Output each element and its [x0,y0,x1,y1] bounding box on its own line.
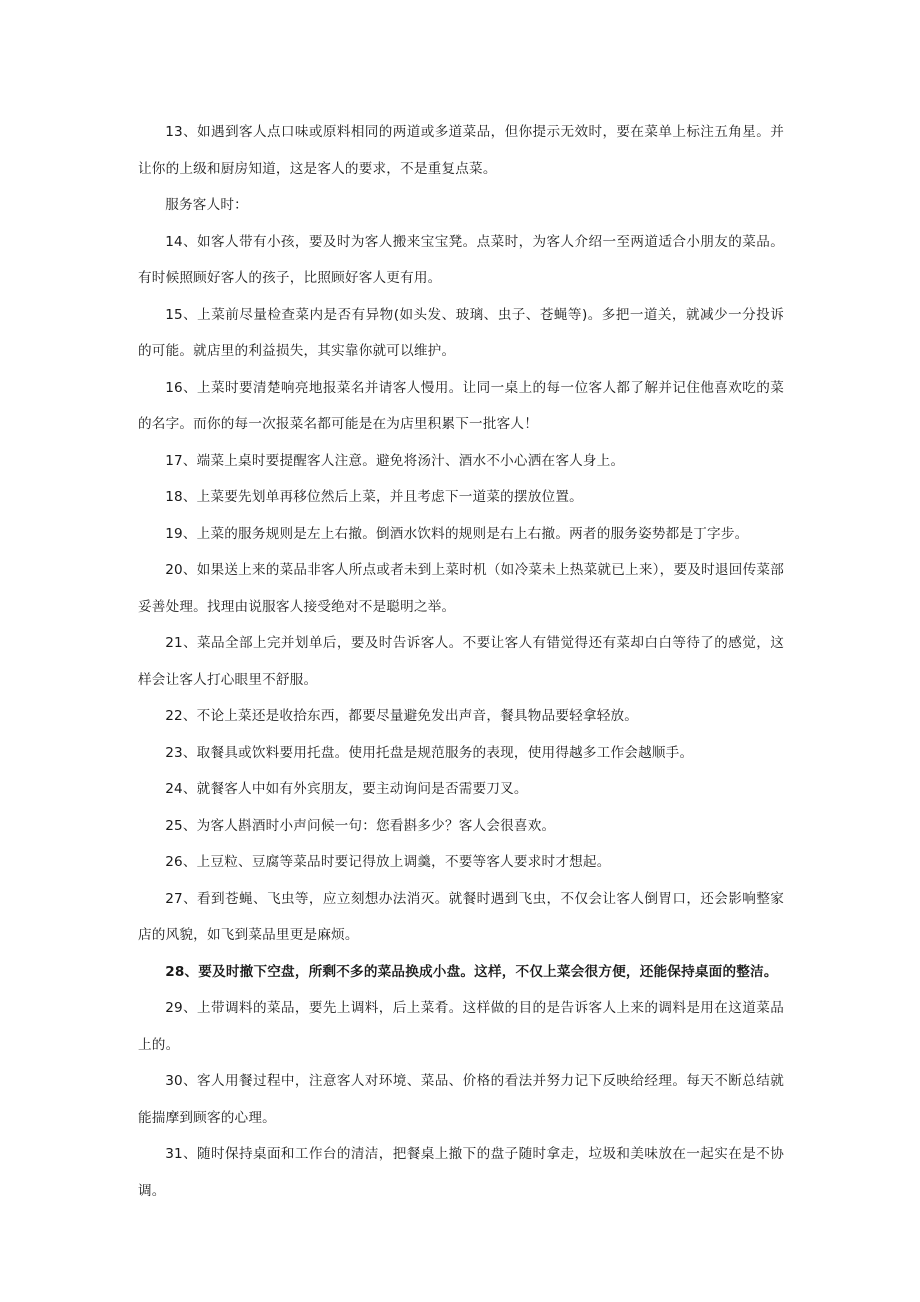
section-heading-serving: 服务客人时： [165,197,248,213]
paragraph-26: 26、上豆粒、豆腐等菜品时要记得放上调羹，不要等客人要求时才想起。 [165,854,611,870]
paragraph-24: 24、就餐客人中如有外宾朋友，要主动询问是否需要刀叉。 [165,781,528,797]
paragraph-30: 30、客人用餐过程中，注意客人对环境、菜品、价格的看法并努力记下反映给经理。每天不断总结就能揣摩到顾客的心理。 [138,1073,784,1126]
document-body [138,114,784,1209]
paragraph-23: 23、取餐具或饮料要用托盘。使用托盘是规范服务的表现，使用得越多工作会越顺手。 [165,744,694,761]
paragraph-19: 19、上菜的服务规则是左上右撤。倒酒水饮料的规则是右上右撤。两者的服务姿势都是丁字步。 [165,525,749,542]
paragraph-20: 20、如果送上来的菜品非客人所点或者未到上菜时机（如冷菜未上热菜就已上来），要及时退回传菜部妥善处理。找理由说服客人接受绝对不是聪明之举。 [138,562,784,615]
paragraph-15: 15、上菜前尽量检查菜内是否有异物(如头发、玻璃、虫子、苍蝇等)。多把一道关，就减少一分投诉的可能。就店里的利益损失，其实靠你就可以维护。 [138,306,784,359]
paragraph-28: 28、要及时撤下空盘，所剩不多的菜品换成小盘。这样，不仅上菜会很方便，还能保持桌面的整洁。 [165,963,778,980]
paragraph-31: 31、随时保持桌面和工作台的清洁，把餐桌上撤下的盘子随时拿走，垃圾和美味放在一起实在是不协调。 [138,1146,784,1199]
paragraph-17: 17、端菜上桌时要提醒客人注意。避免将汤汁、酒水不小心洒在客人身上。 [165,452,625,469]
paragraph-14: 14、如客人带有小孩，要及时为客人搬来宝宝凳。点菜时，为客人介绍一至两道适合小朋友的菜品。有时候照顾好客人的孩子，比照顾好客人更有用。 [138,233,784,286]
paragraph-29: 29、上带调料的菜品，要先上调料，后上菜肴。这样做的目的是告诉客人上来的调料是用在这道菜品上的。 [138,1000,784,1053]
paragraph-27: 27、看到苍蝇、飞虫等，应立刻想办法消灭。就餐时遇到飞虫，不仅会让客人倒胃口，还会影响整家店的风貌，如飞到菜品里更是麻烦。 [138,890,784,943]
paragraph-22: 22、不论上菜还是收拾东西，都要尽量避免发出声音，餐具物品要轻拿轻放。 [165,708,639,724]
paragraph-16: 16、上菜时要清楚响亮地报菜名并请客人慢用。让同一桌上的每一位客人都了解并记住他喜欢吃的菜的名字。而你的每一次报菜名都可能是在为店里积累下一批客人！ [138,379,784,432]
paragraph-13: 13、如遇到客人点口味或原料相同的两道或多道菜品，但你提示无效时，要在菜单上标注五角星。并让你的上级和厨房知道，这是客人的要求，不是重复点菜。 [138,124,784,177]
paragraph-21: 21、菜品全部上完并划单后，要及时告诉客人。不要让客人有错觉得还有菜却白白等待了的感觉，这样会让客人打心眼里不舒服。 [138,635,784,688]
paragraph-18: 18、上菜要先划单再移位然后上菜，并且考虑下一道菜的摆放位置。 [165,489,583,505]
paragraph-25: 25、为客人斟酒时小声问候一句：您看斟多少？客人会很喜欢。 [165,817,556,834]
